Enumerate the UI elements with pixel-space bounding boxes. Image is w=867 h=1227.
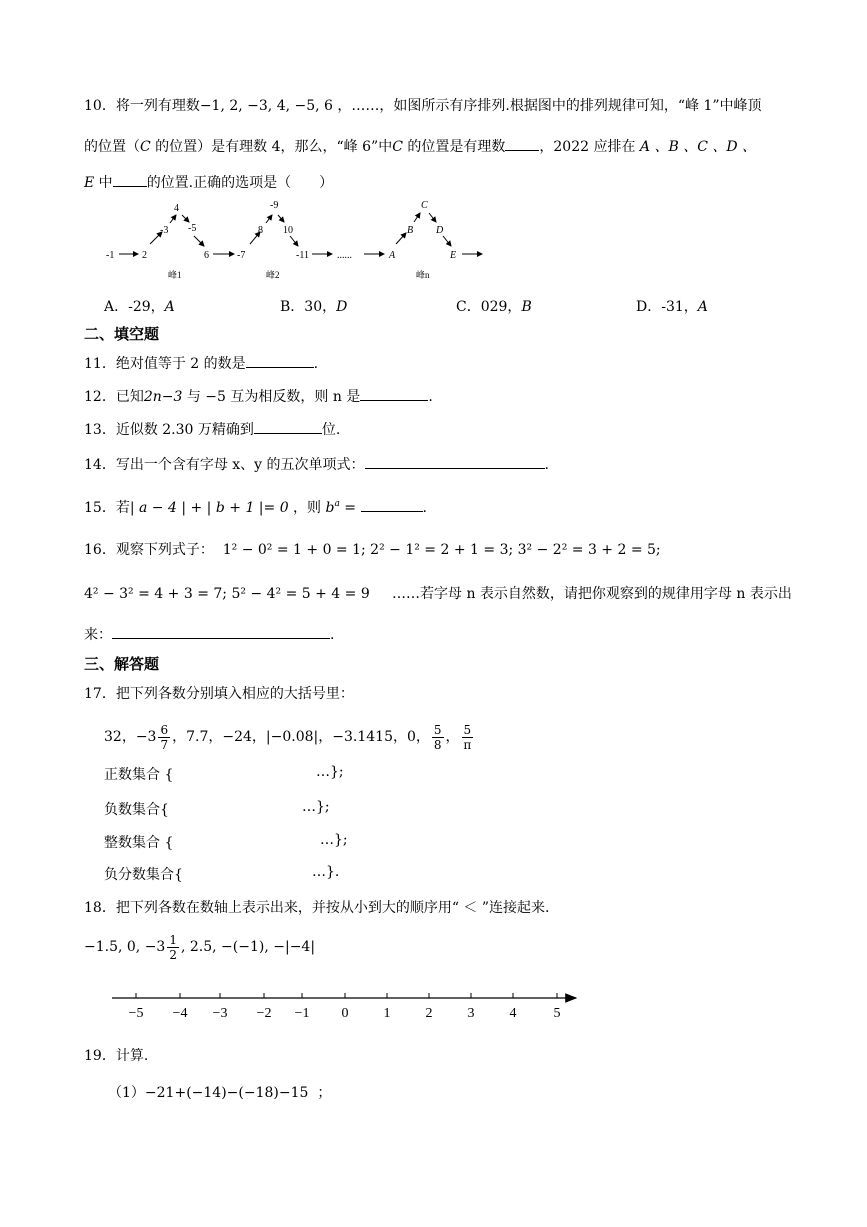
option-c[interactable]: C．029，B — [456, 299, 532, 315]
q10-line2: 的位置（C 的位置）是有理数 4，那么，“峰 6”中C 的位置是有理数 ，2022 应排在 A 、B 、C 、D 、 — [84, 136, 756, 157]
q19-part1: （1）−21+(−14)−(−18)−15 ； — [108, 1085, 332, 1101]
q12: 12．已知2n−3 与 −5 互为相反数，则 n 是 . — [84, 386, 433, 407]
q16-line1: 16．观察下列式子： 1² − 0² = 1 + 0 = 1; 2² − 1² = 2 + 1 = 3; 3² − 2² = 3 + 2 = 5; — [84, 542, 661, 558]
tick-label: 2 — [425, 1006, 433, 1021]
diagram-letter: E — [450, 250, 457, 261]
q15: 15．若| a − 4 | + | b + 1 |= 0 ，则 $b^a$ = . — [84, 499, 427, 516]
tick-label: −1 — [294, 1006, 310, 1021]
answer-blank[interactable] — [112, 624, 330, 639]
section-title: 二、填空题 — [84, 325, 160, 343]
peak-label: 峰1 — [168, 270, 182, 280]
tick-label: 5 — [553, 1006, 561, 1021]
option-a[interactable]: A．-29，A — [104, 299, 175, 315]
diagram-num: 10 — [283, 225, 293, 236]
peak-diagram — [100, 196, 490, 282]
peak-label: 峰2 — [266, 270, 280, 280]
integer-set[interactable]: 整数集合 { — [104, 835, 174, 851]
q18-numbers: −1.5, 0, −3 $\frac{1}{2}$ , 2.5, −(−1), −|−4| — [84, 932, 316, 962]
q16-line2: 4² − 3² = 4 + 3 = 7; 5² − 4² = 5 + 4 = 9 ……若字母 n 表示自然数，请把你观察到的规律用字母 n 表示出 — [84, 586, 792, 602]
diagram-num: -7 — [237, 250, 246, 261]
q10-line3: E 中 的位置.正确的选项是（ ） — [84, 172, 333, 193]
answer-blank[interactable] — [505, 136, 539, 151]
answer-blank[interactable] — [365, 454, 545, 469]
peak-label: 峰n — [416, 270, 430, 280]
q14: 14．写出一个含有字母 x、y 的五次单项式： . — [84, 454, 549, 475]
diagram-dots: ...... — [337, 250, 352, 261]
negative-fraction-set[interactable]: 负分数集合{ — [104, 867, 183, 883]
q10-line1: 10．将一列有理数−1, 2, −3, 4, −5, 6 ，……，如图所示有序排列.根据图中的排列规律可知，“峰 1”中峰顶 — [84, 98, 762, 114]
q17-numbers: 32，−3 $\frac{6}{7}$ ，7.7，−24，|−0.08|，−3.1415，0， $\frac{5}{8}$ ， $\frac{5}{\pi}$ — [104, 722, 472, 752]
diagram-num: 4 — [174, 203, 179, 214]
q18-title: 18．把下列各数在数轴上表示出来，并按从小到大的顺序用“ ＜ ”连接起来. — [84, 900, 550, 916]
option-d[interactable]: D．-31，A — [636, 299, 708, 315]
diagram-num: -5 — [188, 223, 197, 234]
set-end: …}; — [316, 764, 344, 780]
diagram-letter: C — [421, 200, 428, 211]
section-title: 三、解答题 — [84, 655, 160, 673]
tick-label: −4 — [172, 1006, 188, 1021]
diagram-letter: A — [389, 250, 396, 261]
tick-label: 4 — [509, 1006, 517, 1021]
option-b[interactable]: B．30，D — [280, 299, 348, 315]
diagram-num: 8 — [258, 225, 263, 236]
diagram-num: 6 — [204, 250, 209, 261]
answer-blank[interactable] — [361, 497, 423, 512]
diagram-num: -1 — [106, 250, 115, 261]
tick-label: 3 — [467, 1006, 475, 1021]
answer-blank[interactable] — [254, 419, 322, 434]
q17-title: 17．把下列各数分别填入相应的大括号里： — [84, 686, 354, 702]
diagram-num: -11 — [296, 250, 309, 261]
diagram-num: 2 — [142, 250, 147, 261]
number-line[interactable] — [108, 988, 582, 1022]
tick-label: 0 — [341, 1006, 349, 1021]
answer-blank[interactable] — [246, 353, 314, 368]
tick-label: 1 — [383, 1006, 391, 1021]
tick-label: −2 — [256, 1006, 272, 1021]
diagram-letter: D — [436, 225, 444, 236]
set-end: …}. — [312, 864, 340, 880]
q19-title: 19．计算. — [84, 1048, 149, 1064]
diagram-letter: B — [407, 225, 414, 236]
q16-line3: 来： . — [84, 624, 334, 645]
tick-label: −5 — [128, 1006, 144, 1021]
q13: 13．近似数 2.30 万精确到 位. — [84, 419, 340, 440]
set-end: …}; — [320, 832, 348, 848]
tick-marks — [129, 993, 561, 1021]
q11: 11．绝对值等于 2 的数是 . — [84, 353, 318, 374]
answer-blank[interactable] — [360, 386, 428, 401]
answer-blank[interactable] — [113, 172, 147, 187]
set-end: …}; — [302, 799, 330, 815]
diagram-num: -3 — [160, 225, 169, 236]
tick-label: −3 — [212, 1006, 228, 1021]
negative-set[interactable]: 负数集合{ — [104, 802, 169, 818]
diagram-num: -9 — [270, 200, 279, 211]
positive-set[interactable]: 正数集合 { — [104, 767, 174, 783]
